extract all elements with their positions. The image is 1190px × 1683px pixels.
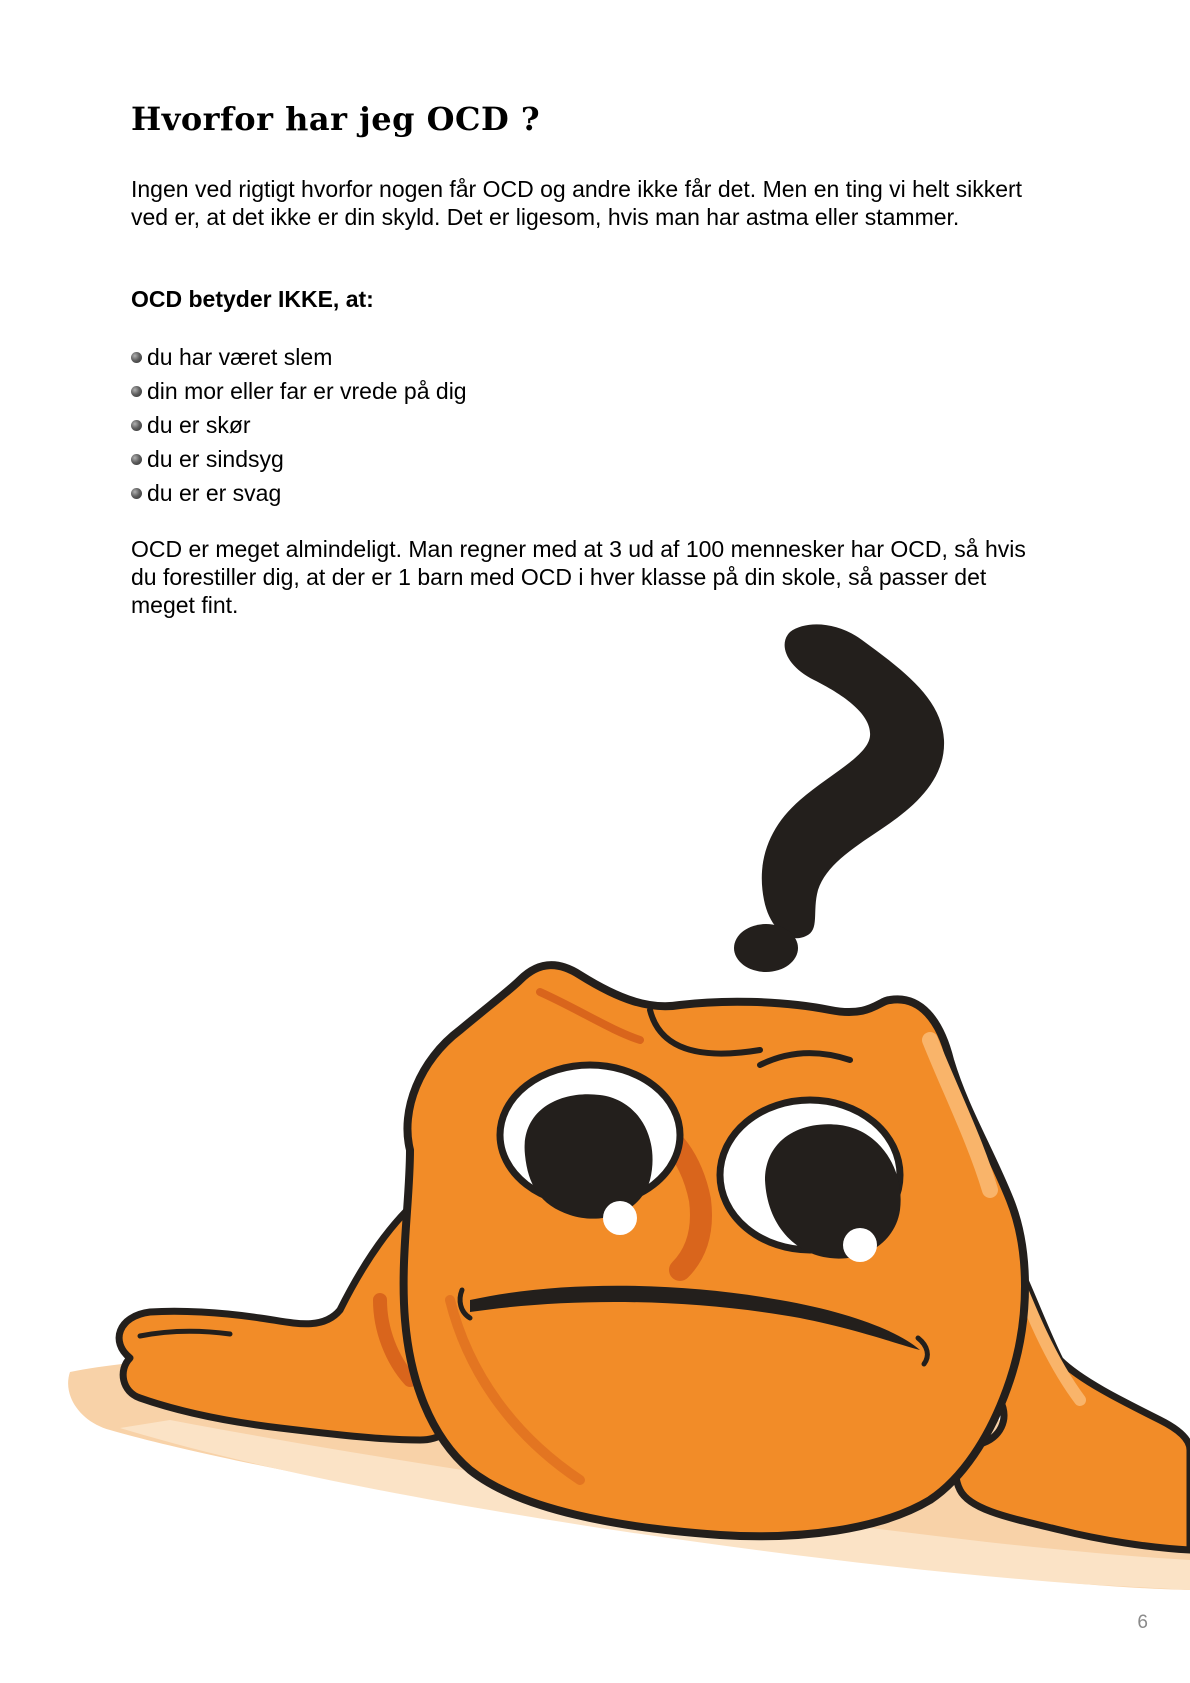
list-item bbox=[131, 374, 467, 408]
bullet-icon bbox=[131, 454, 142, 465]
list-item-text: du er er svag bbox=[147, 479, 282, 506]
list-item bbox=[131, 408, 467, 442]
bullet-icon bbox=[131, 386, 142, 397]
list-item-text: du er sindsyg bbox=[147, 445, 284, 472]
bullet-icon bbox=[131, 352, 142, 363]
page-number: 6 bbox=[1137, 1612, 1148, 1633]
list-item-text: du er skør bbox=[147, 411, 251, 438]
intro-paragraph: Ingen ved rigtigt hvorfor nogen får OCD og andre ikke får det. Men en ting vi helt sikkert ved er, at det ikke er din skyld. Det er ligesom, hvis man har astma eller stammer. bbox=[131, 176, 1023, 230]
sad-blob-illustration bbox=[0, 600, 1190, 1600]
page-title: Hvorfor har jeg OCD ? bbox=[131, 100, 541, 138]
list-item bbox=[131, 476, 467, 510]
list-item bbox=[131, 340, 467, 374]
closing-paragraph: OCD er meget almindeligt. Man regner med at 3 ud af 100 mennesker har OCD, så hvis du forestiller dig, at der er 1 barn med OCD i hver klasse på din skole, så passer det meget fint. bbox=[131, 536, 1026, 618]
bullet-list bbox=[131, 340, 467, 510]
list-item-text: din mor eller far er vrede på dig bbox=[147, 377, 467, 404]
question-mark-icon bbox=[762, 624, 944, 938]
bullet-icon bbox=[131, 488, 142, 499]
bullet-icon bbox=[131, 420, 142, 431]
list-item bbox=[131, 442, 467, 476]
list-item-text: du har været slem bbox=[147, 343, 333, 370]
list-heading: OCD betyder IKKE, at: bbox=[131, 286, 374, 312]
